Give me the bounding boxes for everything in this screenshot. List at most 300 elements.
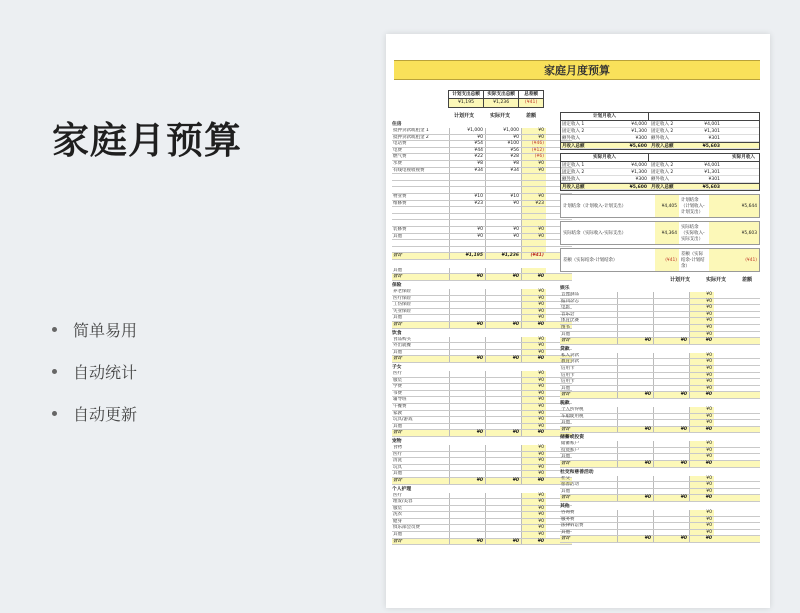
planned-value (618, 292, 654, 298)
diff-value (522, 240, 546, 246)
diff-value: ¥0 (690, 299, 714, 305)
actual-value (486, 512, 522, 518)
planned-value: ¥8 (450, 161, 486, 167)
table-row (392, 220, 572, 227)
planned-value (450, 187, 486, 193)
table-row (392, 194, 572, 201)
expense-groups-right (560, 285, 760, 543)
row-label: 理发/美容 (392, 499, 450, 505)
row-label: 维修费 (392, 201, 450, 207)
result-label: 实际结余（实际收入-实际支出） (561, 222, 655, 244)
planned-value (450, 532, 486, 538)
actual-value: ¥10 (486, 194, 522, 200)
row-label: 装修费 (392, 227, 450, 233)
result-row (560, 248, 760, 272)
subtotal-actual: ¥1,236 (486, 253, 522, 259)
actual-value (486, 371, 522, 377)
diff-value: ¥0 (522, 465, 546, 471)
section-title: 其他 (560, 504, 570, 510)
actual-value (486, 181, 522, 187)
planned-value (450, 315, 486, 321)
table-row (560, 441, 760, 448)
actual-value (486, 458, 522, 464)
diff-value: ¥0 (522, 309, 546, 315)
subtotal-label: 合计 (560, 392, 618, 398)
diff-value: ¥0 (690, 407, 714, 413)
subtotal-planned: ¥0 (618, 461, 654, 467)
planned-value (450, 350, 486, 356)
planned-value (618, 414, 654, 420)
planned-value (450, 465, 486, 471)
subtotal-label: 合计 (392, 274, 450, 280)
actual-value (486, 519, 522, 525)
actual-value (486, 493, 522, 499)
actual-value (654, 420, 690, 426)
subtotal-actual: ¥0 (654, 338, 690, 344)
subtotal-row (392, 322, 572, 329)
summary-header-planned: 计划支出总额 (449, 91, 484, 98)
actual-value (654, 386, 690, 392)
subtotal-actual: ¥0 (654, 427, 690, 433)
income-label: 固定收入 2 (562, 129, 585, 134)
result-value: (¥41) (665, 257, 677, 263)
row-label: 图书 (560, 325, 618, 331)
table-row (392, 465, 572, 472)
results-block (560, 194, 760, 272)
actual-value (486, 343, 522, 349)
actual-income-title-2: 实际月收入 (732, 155, 755, 160)
income-label-2: 额外收入 (651, 136, 669, 141)
income-row (561, 121, 759, 128)
planned-value (618, 318, 654, 324)
actual-value (486, 384, 522, 390)
diff-value: ¥0 (690, 454, 714, 460)
table-row (392, 154, 572, 161)
actual-value (486, 174, 522, 180)
table-row (392, 445, 572, 452)
income-label-2: 固定收入 2 (651, 170, 674, 175)
row-label: 电话费 (392, 141, 450, 147)
subtotal-diff: ¥0 (522, 478, 546, 484)
section-title: 住房 (392, 122, 402, 127)
diff-value: ¥23 (522, 201, 546, 207)
diff-value (522, 207, 546, 213)
subtotal-diff: (¥41) (522, 253, 546, 259)
table-row (392, 289, 572, 296)
table-row (560, 386, 760, 393)
diff-value: ¥0 (690, 325, 714, 331)
row-label: 信用卡 (560, 373, 618, 379)
actual-value (486, 404, 522, 410)
income-label-2: 额外收入 (651, 177, 669, 182)
summary-actual-value: ¥1,236 (484, 99, 519, 107)
row-label: 其他 (560, 454, 618, 460)
income-label: 固定收入 1 (562, 163, 585, 168)
row-label: 清洗 (392, 458, 450, 464)
summary-header-actual: 实际支出总额 (484, 91, 519, 98)
table-row (392, 506, 572, 513)
diff-value: ¥0 (690, 366, 714, 372)
row-label: 物业费 (392, 194, 450, 200)
table-row (560, 420, 760, 427)
row-label: 电影 (560, 305, 618, 311)
actual-value (486, 471, 522, 477)
section-title: 子女 (392, 365, 402, 370)
section-title: 宠物 (392, 438, 402, 444)
income-value-2: ¥1,301 (704, 129, 720, 134)
planned-value (450, 371, 486, 377)
actual-value (486, 532, 522, 538)
actual-value (654, 476, 690, 482)
subtotal-planned: ¥0 (450, 274, 486, 280)
diff-value: ¥0 (690, 379, 714, 385)
subtotal-row (560, 427, 760, 434)
planned-value (618, 482, 654, 488)
planned-value: ¥0 (450, 135, 486, 141)
subtotal-label: 合计 (392, 539, 450, 545)
actual-value (486, 417, 522, 423)
section-title: 保险 (392, 283, 402, 289)
diff-value: ¥0 (690, 373, 714, 379)
result-value: ¥4,405 (661, 203, 677, 209)
planned-value (450, 499, 486, 505)
row-label: 医疗 (392, 452, 450, 458)
table-row (560, 510, 760, 517)
table-row (392, 309, 572, 316)
diff-value: ¥0 (522, 512, 546, 518)
planned-value (618, 407, 654, 413)
table-row (392, 343, 572, 350)
table-row (392, 417, 572, 424)
planned-income-box (560, 112, 760, 150)
diff-value: (¥46) (522, 141, 546, 147)
income-value-2: ¥301 (708, 177, 720, 182)
subtotal-label: 合计 (560, 338, 618, 344)
planned-value (618, 379, 654, 385)
row-label: 俱乐部会员费 (392, 525, 450, 531)
row-label: 失业保险 (392, 309, 450, 315)
row-label: 外出就餐 (392, 343, 450, 349)
row-label: 其他 (392, 315, 450, 321)
diff-value: ¥0 (522, 445, 546, 451)
actual-value: ¥0 (486, 227, 522, 233)
summary-header-diff: 总差额 (524, 92, 538, 97)
sheet-title: 家庭月度预算 (394, 60, 760, 80)
subtotal-row (560, 461, 760, 468)
result-value-2: ¥5,603 (741, 230, 757, 236)
section-title: 社交和慈善活动 (560, 469, 594, 475)
subtotal-diff: ¥0 (522, 322, 546, 328)
row-label: 服装 (392, 506, 450, 512)
result-row (560, 221, 760, 245)
result-label-2: 差额（实际结余-计划结余） (679, 249, 709, 271)
section-title: 个人护理 (392, 486, 412, 492)
actual-value (486, 187, 522, 193)
budget-sheet-preview (386, 34, 770, 608)
diff-value: ¥0 (522, 161, 546, 167)
table-row (560, 373, 760, 380)
diff-value (522, 268, 546, 274)
income-row (561, 176, 759, 183)
diff-value: ¥0 (522, 452, 546, 458)
planned-value (450, 384, 486, 390)
row-label: 慈善活动 (560, 482, 618, 488)
row-label (392, 174, 450, 180)
planned-value (618, 454, 654, 460)
planned-value (618, 517, 654, 523)
income-label: 月收入总额 (562, 144, 585, 149)
actual-value (486, 240, 522, 246)
row-label: 其他 (392, 234, 450, 240)
income-value-2: ¥5,603 (702, 144, 720, 149)
diff-value: ¥0 (522, 417, 546, 423)
summary-values (449, 99, 543, 107)
actual-value (654, 312, 690, 318)
planned-value (450, 207, 486, 213)
subtotal-actual: ¥0 (486, 274, 522, 280)
subtotal-row (560, 495, 760, 502)
actual-value: ¥100 (486, 141, 522, 147)
actual-value (486, 350, 522, 356)
diff-value (522, 214, 546, 220)
subtotal-planned: ¥0 (618, 338, 654, 344)
row-label: 养老保险 (392, 289, 450, 295)
diff-value: ¥0 (690, 523, 714, 529)
income-row (561, 128, 759, 135)
table-row (560, 305, 760, 312)
planned-value: ¥10 (450, 194, 486, 200)
actual-value (486, 506, 522, 512)
table-row (392, 452, 572, 459)
subtotal-actual: ¥0 (654, 536, 690, 542)
row-label: 其他 (392, 268, 450, 274)
row-label: 辅导班 (392, 397, 450, 403)
section-title: 贷款 (560, 346, 570, 352)
row-label: 个人所得税 (560, 407, 618, 413)
table-row (392, 411, 572, 418)
table-row (392, 302, 572, 309)
subtotal-label: 合计 (392, 478, 450, 484)
table-row (560, 379, 760, 386)
subtotal-diff: ¥0 (522, 274, 546, 280)
subtotal-actual: ¥0 (486, 322, 522, 328)
planned-value (618, 523, 654, 529)
row-label: 储蓄账户 (560, 441, 618, 447)
subtotal-diff: ¥0 (690, 427, 714, 433)
row-label: 其他 (560, 530, 618, 536)
actual-value (486, 465, 522, 471)
diff-value (522, 247, 546, 253)
subtotal-actual: ¥0 (654, 461, 690, 467)
subtotal-planned: ¥0 (618, 392, 654, 398)
planned-value: ¥0 (450, 227, 486, 233)
actual-value (486, 289, 522, 295)
actual-value (654, 441, 690, 447)
diff-value: ¥0 (690, 420, 714, 426)
row-label: 法律诉讼费 (560, 523, 618, 529)
planned-value: ¥22 (450, 154, 486, 160)
subtotal-row (392, 478, 572, 485)
diff-value: ¥0 (522, 296, 546, 302)
diff-value (522, 174, 546, 180)
actual-value (654, 523, 690, 529)
actual-value (654, 517, 690, 523)
actual-value: ¥28 (486, 154, 522, 160)
planned-value (450, 506, 486, 512)
right-column-headers (560, 276, 760, 284)
planned-income-rows (561, 121, 759, 149)
row-label: 工伤保险 (392, 302, 450, 308)
planned-value (450, 471, 486, 477)
planned-value (450, 309, 486, 315)
table-row (392, 128, 572, 135)
subtotal-actual: ¥0 (654, 392, 690, 398)
planned-value (450, 458, 486, 464)
subtotal-planned: ¥0 (450, 430, 486, 436)
section-title: 储蓄或投资 (560, 435, 584, 441)
table-row (560, 448, 760, 455)
table-row (560, 332, 760, 339)
actual-value (486, 445, 522, 451)
row-label (392, 220, 450, 226)
table-row (392, 525, 572, 532)
table-row (560, 476, 760, 483)
feature-item (52, 350, 137, 392)
actual-value (654, 489, 690, 495)
diff-value: ¥0 (522, 227, 546, 233)
diff-value: (¥6) (522, 154, 546, 160)
subtotal-label: 合计 (392, 253, 450, 259)
diff-value: ¥0 (522, 302, 546, 308)
planned-value (618, 420, 654, 426)
planned-value (618, 489, 654, 495)
diff-value: ¥0 (522, 506, 546, 512)
actual-value: ¥0 (486, 135, 522, 141)
subtotal-row (392, 253, 572, 260)
actual-value (486, 525, 522, 531)
income-value-2: ¥4,001 (704, 163, 720, 168)
planned-value (450, 174, 486, 180)
diff-value: ¥0 (690, 312, 714, 318)
row-label: 其他 (392, 532, 450, 538)
actual-value (654, 448, 690, 454)
row-label: 投资账户 (560, 448, 618, 454)
income-label-2: 固定收入 2 (651, 129, 674, 134)
actual-value (654, 373, 690, 379)
diff-value: ¥0 (522, 499, 546, 505)
actual-income-title: 实际月收入 (561, 154, 649, 161)
table-row (392, 391, 572, 398)
planned-value (618, 448, 654, 454)
actual-value (486, 391, 522, 397)
planned-value (450, 378, 486, 384)
row-label (392, 187, 450, 193)
subtotal-diff: ¥0 (690, 338, 714, 344)
feature-list (52, 308, 137, 434)
actual-value (654, 318, 690, 324)
row-label: 玩具/游戏 (392, 417, 450, 423)
diff-value (522, 187, 546, 193)
actual-value (486, 207, 522, 213)
actual-value (654, 299, 690, 305)
row-label: 家教 (392, 411, 450, 417)
summary-box (448, 90, 544, 108)
subtotal-row (392, 539, 572, 546)
row-label: 其他 (392, 424, 450, 430)
planned-value (450, 214, 486, 220)
diff-value: ¥0 (690, 530, 714, 536)
diff-value: ¥0 (522, 289, 546, 295)
planned-value (450, 240, 486, 246)
diff-value: ¥0 (690, 359, 714, 365)
income-row (561, 169, 759, 176)
planned-value: ¥44 (450, 148, 486, 154)
planned-value (450, 519, 486, 525)
planned-value: ¥34 (450, 168, 486, 174)
header-planned: 计划开支 (454, 113, 475, 119)
diff-value: ¥0 (522, 384, 546, 390)
income-value: ¥300 (635, 177, 647, 182)
row-label: 服务费 (560, 517, 618, 523)
subtotal-row (392, 430, 572, 437)
table-row (392, 161, 572, 168)
actual-value (486, 247, 522, 253)
diff-value: ¥0 (690, 441, 714, 447)
feature-label: 自动统计 (73, 362, 138, 382)
diff-value: (¥12) (522, 148, 546, 154)
section-title: 娱乐 (560, 286, 570, 291)
header-diff: 差额 (742, 277, 753, 283)
table-row (392, 207, 572, 214)
table-row (560, 530, 760, 537)
row-label: 医疗 (392, 371, 450, 377)
subtotal-diff: ¥0 (522, 430, 546, 436)
row-label: 其他 (392, 471, 450, 477)
planned-value (618, 530, 654, 536)
income-value-2: ¥1,301 (704, 170, 720, 175)
table-row (392, 141, 572, 148)
row-label: 有线电视收视费 (392, 168, 450, 174)
actual-value (486, 315, 522, 321)
table-row (392, 234, 572, 241)
row-label: 学费 (392, 384, 450, 390)
subtotal-label: 合计 (560, 427, 618, 433)
diff-value: ¥0 (690, 332, 714, 338)
subtotal-label: 合计 (560, 536, 618, 542)
section-title: 饮食 (392, 330, 402, 336)
row-label: 信用卡 (560, 366, 618, 372)
planned-value (450, 268, 486, 274)
feature-label: 自动更新 (73, 404, 138, 424)
actual-value: ¥34 (486, 168, 522, 174)
planned-value (450, 424, 486, 430)
diff-value: ¥0 (690, 482, 714, 488)
actual-value: ¥8 (486, 161, 522, 167)
table-row (560, 299, 760, 306)
planned-value: ¥0 (450, 234, 486, 240)
table-row (392, 168, 572, 175)
table-row (560, 366, 760, 373)
row-label: 医疗保险 (392, 296, 450, 302)
subtotal-row (392, 274, 572, 281)
income-and-expense-column-right (560, 112, 760, 543)
diff-value: ¥0 (522, 404, 546, 410)
planned-value (450, 220, 486, 226)
table-row (560, 359, 760, 366)
actual-value (486, 309, 522, 315)
table-row (392, 384, 572, 391)
actual-value (486, 411, 522, 417)
